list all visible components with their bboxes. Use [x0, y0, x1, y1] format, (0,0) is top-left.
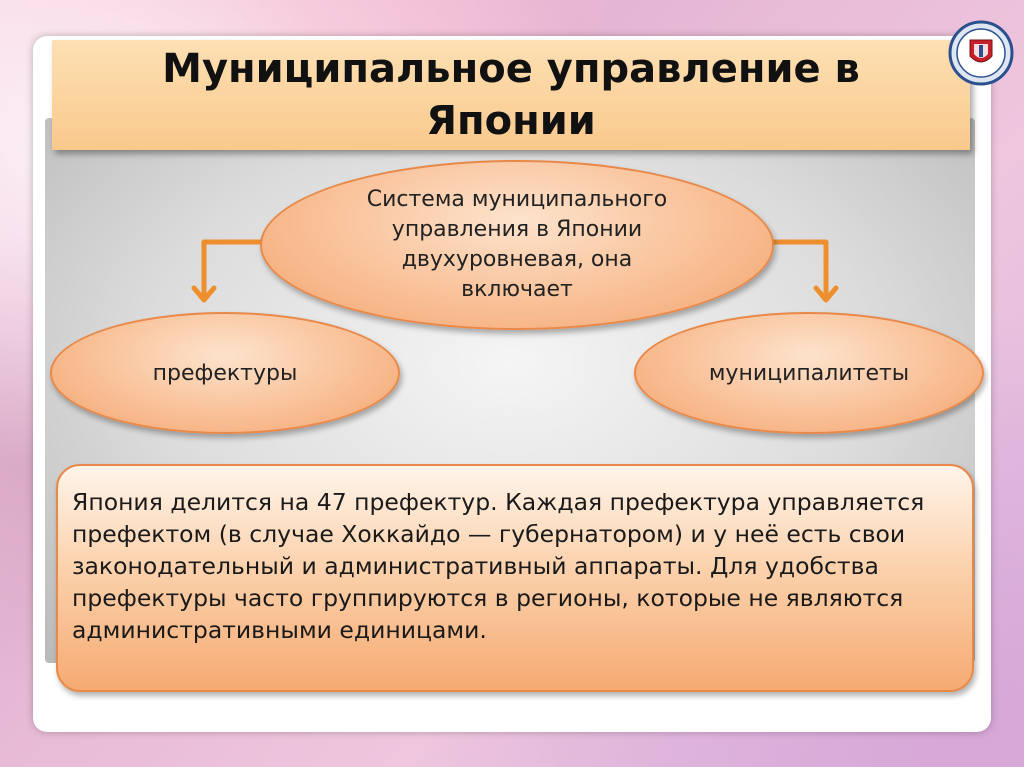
municipalities-label: муниципалитеты — [708, 360, 910, 386]
municipalities-node — [634, 312, 984, 434]
description-text: Япония делится на 47 префектур. Каждая префектура управляется префектом (в случае Хоккайдо — губернатором) и у неё есть свои законодательный и административный аппараты. Для удобства префектуры часто группируются в регионы, которые не являются административными единицами. — [72, 488, 925, 644]
prefectures-node — [50, 312, 400, 434]
prefectures-label: префектуры — [152, 360, 298, 386]
root-node-label: Система муниципального управления в Японии двухуровневая, она включает — [366, 187, 668, 302]
title-banner — [52, 40, 970, 150]
page-title: Муниципальное управление в Японии — [162, 46, 860, 144]
root-node-ellipse — [260, 160, 774, 330]
emblem-logo — [948, 20, 1014, 86]
description-box — [56, 464, 974, 692]
